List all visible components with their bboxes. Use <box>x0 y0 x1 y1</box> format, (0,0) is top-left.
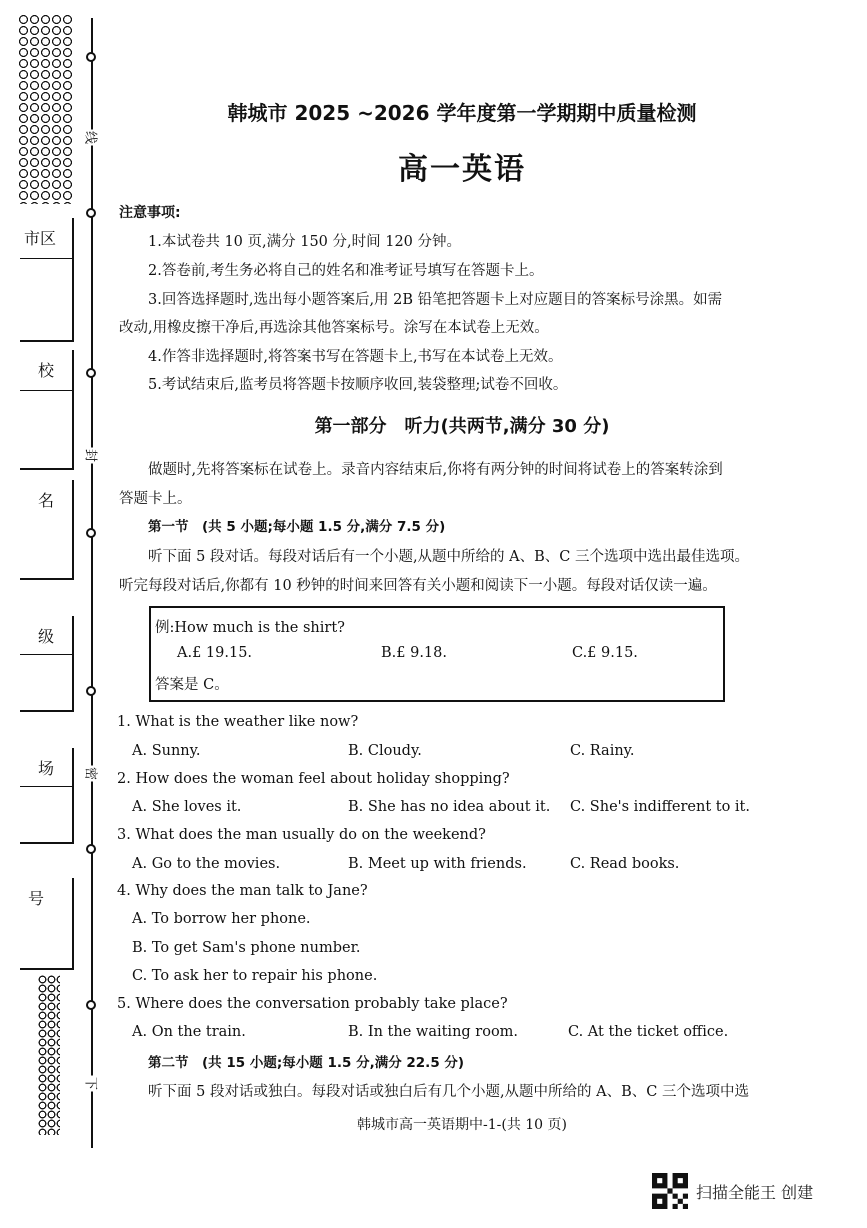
notice-item: 4.作答非选择题时,将答案书写在答题卡上,书写在本试卷上无效。 <box>148 349 563 365</box>
cut-dot <box>86 368 96 378</box>
example-option: B.£ 9.18. <box>381 645 447 661</box>
field-divider <box>20 786 72 787</box>
part-title: 第一部分 听力(共两节,满分 30 分) <box>314 416 610 437</box>
field-class-label: 级 <box>37 627 54 646</box>
field-divider <box>20 390 72 391</box>
notice-heading: 注意事项: <box>119 205 181 221</box>
field-number-label: 号 <box>27 889 44 908</box>
cut-label-down: 下 <box>83 1076 102 1092</box>
question: 3. What does the man usually do on the weekend? <box>117 827 486 843</box>
field-school-label: 校 <box>37 361 54 380</box>
answer-option: A. She loves it. <box>132 799 242 815</box>
field-name <box>20 480 74 580</box>
cut-label-line: 线 <box>83 130 102 146</box>
field-name-label: 名 <box>37 491 54 510</box>
question: 1. What is the weather like now? <box>117 714 359 730</box>
field-room-label: 场 <box>37 759 54 778</box>
cut-dot <box>86 1000 96 1010</box>
exam-title: 韩城市 2025 ~2026 学年度第一学期期中质量检测 <box>227 101 697 125</box>
question: 2. How does the woman feel about holiday shopping? <box>117 771 510 787</box>
answer-option: A. To borrow her phone. <box>132 911 311 927</box>
question: 5. Where does the conversation probably take place? <box>117 996 508 1012</box>
binding-holes-bottom <box>38 975 60 1135</box>
qr-code-icon <box>652 1173 688 1209</box>
cut-dot <box>86 208 96 218</box>
answer-option: B. Meet up with friends. <box>348 856 527 872</box>
binding-holes <box>18 14 74 204</box>
field-divider <box>20 654 72 655</box>
answer-option: A. On the train. <box>132 1024 246 1040</box>
example-option: A.£ 19.15. <box>177 645 253 661</box>
example-option: C.£ 9.15. <box>572 645 638 661</box>
answer-option: A. Sunny. <box>132 743 201 759</box>
answer-option: C. Read books. <box>570 856 680 872</box>
field-district <box>20 218 74 342</box>
part-intro: 答题卡上。 <box>119 491 192 507</box>
section1-instruction: 听下面 5 段对话。每段对话后有一个小题,从题中所给的 A、B、C 三个选项中选出最佳选项。 <box>148 549 749 565</box>
subject-title: 高一英语 <box>398 152 526 187</box>
question: 4. Why does the man talk to Jane? <box>117 883 368 899</box>
example-box <box>149 606 725 702</box>
field-number <box>20 878 74 970</box>
answer-option: B. To get Sam's phone number. <box>132 940 361 956</box>
field-divider <box>20 258 72 259</box>
section2-title: 第二节 (共 15 小题;每小题 1.5 分,满分 22.5 分) <box>148 1055 465 1071</box>
part-intro: 做题时,先将答案标在试卷上。录音内容结束后,你将有两分钟的时间将试卷上的答案转涂到 <box>148 462 723 478</box>
section1-title: 第一节 (共 5 小题;每小题 1.5 分,满分 7.5 分) <box>148 519 446 535</box>
answer-option: C. She's indifferent to it. <box>570 799 750 815</box>
scanner-text: 扫描全能王 创建 <box>696 1182 814 1202</box>
binding-margin <box>0 0 112 1160</box>
field-district-label: 市区 <box>23 229 56 248</box>
answer-option: B. She has no idea about it. <box>348 799 551 815</box>
answer-option: C. At the ticket office. <box>568 1024 729 1040</box>
cut-dot <box>86 528 96 538</box>
field-class <box>20 616 74 712</box>
section1-instruction: 听完每段对话后,你都有 10 秒钟的时间来回答有关小题和阅读下一小题。每段对话仅读一遍。 <box>119 578 717 594</box>
field-school <box>20 350 74 470</box>
cut-label-secret: 密 <box>83 766 102 782</box>
notice-item: 5.考试结束后,监考员将答题卡按顺序收回,装袋整理;试卷不回收。 <box>148 377 568 393</box>
notice-item: 改动,用橡皮擦干净后,再选涂其他答案标号。涂写在本试卷上无效。 <box>119 320 549 336</box>
cut-dot <box>86 844 96 854</box>
notice-item: 1.本试卷共 10 页,满分 150 分,时间 120 分钟。 <box>148 234 462 250</box>
field-room <box>20 748 74 844</box>
answer-option: B. Cloudy. <box>348 743 422 759</box>
answer-option: B. In the waiting room. <box>348 1024 519 1040</box>
section2-instruction: 听下面 5 段对话或独白。每段对话或独白后有几个小题,从题中所给的 A、B、C 三个选项中选 <box>148 1084 749 1100</box>
cut-label-seal: 封 <box>83 448 102 464</box>
answer-option: A. Go to the movies. <box>132 856 281 872</box>
scanner-watermark <box>652 1173 813 1209</box>
answer-option: C. Rainy. <box>570 743 635 759</box>
cut-dot <box>86 52 96 62</box>
cut-line <box>91 18 93 1148</box>
example-answer: 答案是 C。 <box>155 677 229 693</box>
page-footer: 韩城市高一英语期中-1-(共 10 页) <box>356 1117 567 1133</box>
example-question: 例:How much is the shirt? <box>155 620 345 636</box>
notice-item: 2.答卷前,考生务必将自己的姓名和准考证号填写在答题卡上。 <box>148 263 544 279</box>
answer-option: C. To ask her to repair his phone. <box>132 968 378 984</box>
cut-dot <box>86 686 96 696</box>
notice-item: 3.回答选择题时,选出每小题答案后,用 2B 铅笔把答题卡上对应题目的答案标号涂黑。如需 <box>148 292 723 308</box>
